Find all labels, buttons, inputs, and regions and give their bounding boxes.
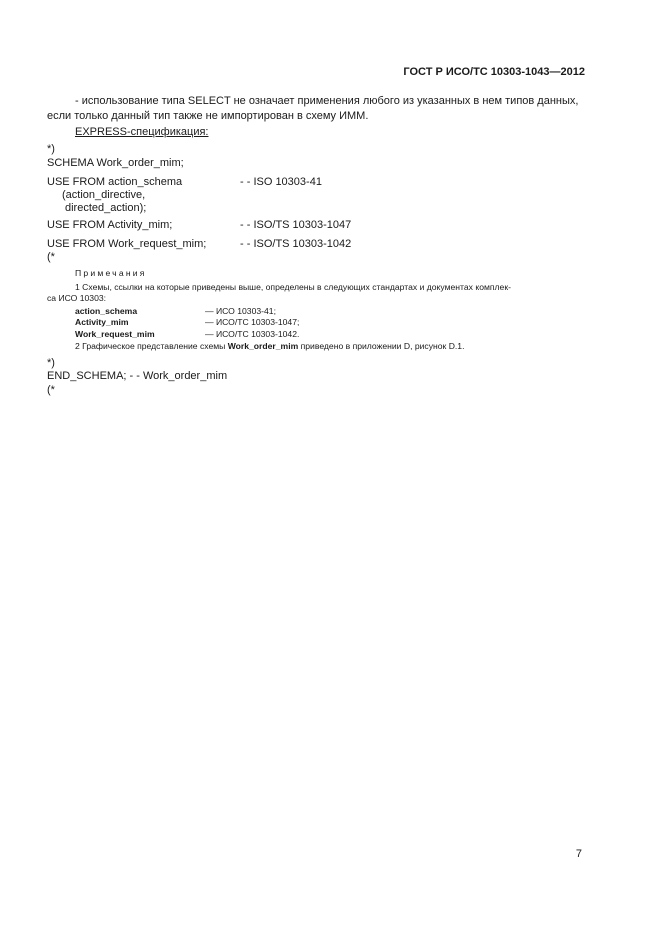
note-2	[75, 341, 464, 352]
page-number: 7	[575, 848, 582, 860]
ref-schema-doc: — ИСО 10303-41;	[205, 306, 276, 316]
select-note-line-2: если только данный тип также не импортирован в схему ИММ.	[47, 110, 369, 122]
select-note-line-1: - использование типа SELECT не означает применения любого из указанных в нем типов данных,	[75, 95, 579, 107]
use-from-activity-mim-ref: - - ISO/TS 10303-1047	[240, 219, 352, 231]
use-from-work-request-mim: USE FROM Work_request_mim;	[47, 238, 207, 250]
ref-schema-name: action_schema	[75, 306, 138, 316]
ref-schema-name: Activity_mim	[75, 317, 129, 327]
use-from-work-request-mim-ref: - - ISO/TS 10303-1042	[240, 238, 352, 250]
schema-declaration: SCHEMA Work_order_mim;	[47, 157, 184, 169]
comment-open-marker: (*	[47, 251, 55, 263]
ref-schema-doc: — ИСО/ТС 10303-1047;	[205, 317, 300, 327]
note-2-prefix: 2 Графическое представление схемы	[75, 341, 228, 351]
use-from-action-schema: USE FROM action_schema	[47, 176, 183, 188]
end-comment-open-marker: (*	[47, 384, 55, 396]
ref-schema-doc: — ИСО/ТС 10303-1042.	[205, 329, 300, 339]
comment-close-marker: *)	[47, 143, 55, 155]
note-1-line-1: 1 Схемы, ссылки на которые приведены выше, определены в следующих стандартах и документах комплек-	[75, 282, 511, 292]
end-comment-close-marker: *)	[47, 357, 55, 369]
express-specification-heading: EXPRESS-спецификация:	[75, 126, 209, 138]
note-2-schema-name: Work_order_mim	[227, 341, 299, 351]
use-from-activity-mim: USE FROM Activity_mim;	[47, 219, 173, 231]
note-2-suffix: приведено в приложении D, рисунок D.1.	[298, 341, 465, 351]
note-1-line-2: са ИСО 10303:	[47, 293, 107, 303]
use-item-directed-action: directed_action);	[65, 202, 147, 214]
notes-heading: Примечания	[75, 268, 147, 278]
use-item-action-directive: (action_directive,	[62, 189, 146, 201]
use-from-action-schema-ref: - - ISO 10303-41	[240, 176, 322, 188]
document-standard-id: ГОСТ Р ИСО/ТС 10303-1043—2012	[403, 66, 585, 78]
end-schema-declaration: END_SCHEMA; - - Work_order_mim	[47, 370, 228, 382]
ref-schema-name: Work_request_mim	[75, 329, 155, 339]
